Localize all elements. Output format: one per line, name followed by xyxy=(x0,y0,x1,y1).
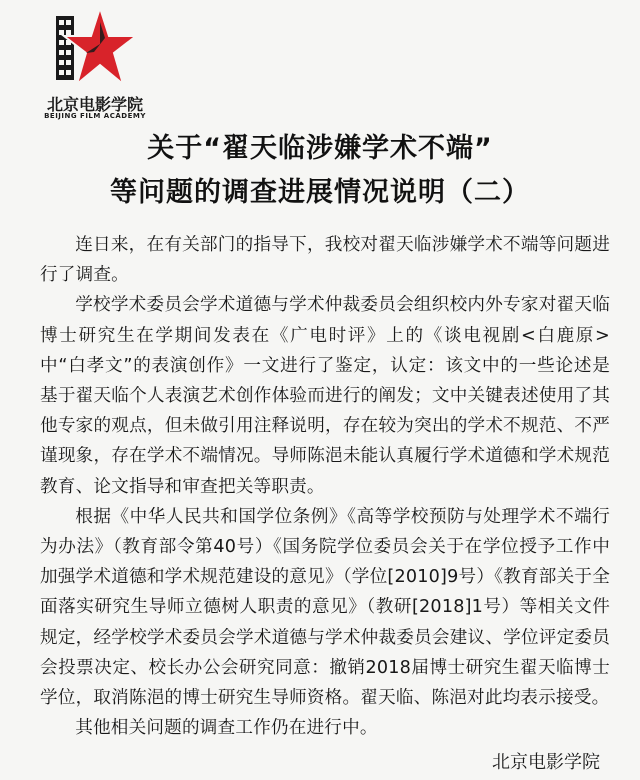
page-title-line-2: 等问题的调查进展情况说明（二） xyxy=(110,177,530,208)
paragraph: 其他相关问题的调查工作仍在进行中。 xyxy=(75,718,378,739)
star-film-strip-emblem-icon xyxy=(54,6,136,90)
logo-english-name: BEIJING FILM ACADEMY xyxy=(44,112,146,120)
paragraph: 连日来，在有关部门的指导下，我校对翟天临涉嫌学术不端等问题进行了调查。 xyxy=(40,235,610,286)
page-title-line-1: 关于“翟天临涉嫌学术不端” xyxy=(147,133,493,164)
film-strip-icon xyxy=(56,16,74,80)
signature: 北京电影学院 xyxy=(492,752,600,773)
red-star-icon xyxy=(64,8,136,84)
paragraph: 根据《中华人民共和国学位条例》《高等学校预防与处理学术不端行为办法》（教育部令第40号）《国务院学位委员会关于在学位授予工作中加强学术道德和学术规范建设的意见》（学位[2010]9号）《教育部关于全面落实研究生导师立德树人职责的意见》（教研[2018]1号）等相关文件规定，经学校学术委员会学术道德与学术仲裁委员会建议、学位评定委员会投票决定、校长办公会研究同意：撤销2018届博士研究生翟天临博士学位，取消陈浥的博士研究生导师资格。翟天临、陈浥对此均表示接受。 xyxy=(40,506,610,709)
paragraph: 学校学术委员会学术道德与学术仲裁委员会组织校内外专家对翟天临博士研究生在学期间发表在《广电时评》上的《谈电视剧<白鹿原>中“白孝文”的表演创作》一文进行了鉴定，认定：该文中的一些论述是基于翟天临个人表演艺术创作体验而进行的阐发；文中关键表述使用了其他专家的观点，但未做引用注释说明，存在较为突出的学术不规范、不严谨现象，存在学术不端情况。导师陈浥未能认真履行学术道德和学术规范教育、论文指导和审查把关等职责。 xyxy=(40,295,610,497)
beijing-film-academy-logo xyxy=(40,6,150,124)
logo-chinese-name: 北京电影学院 xyxy=(46,95,143,114)
document-body xyxy=(40,230,610,743)
